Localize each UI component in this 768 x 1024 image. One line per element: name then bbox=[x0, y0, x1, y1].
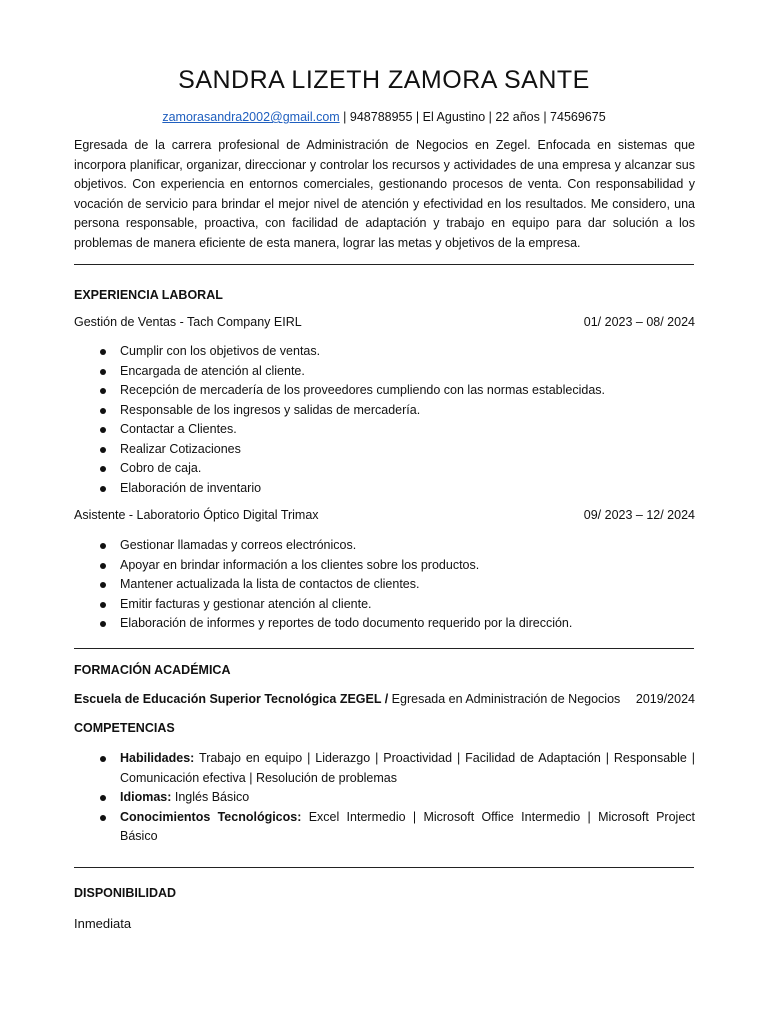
availability-value: Inmediata bbox=[74, 916, 132, 931]
email-link[interactable]: zamorasandra2002@gmail.com bbox=[162, 110, 340, 124]
job-title: Gestión de Ventas - Tach Company EIRL bbox=[74, 315, 302, 329]
bullet-icon bbox=[100, 388, 106, 394]
list-item: Cumplir con los objetivos de ventas. bbox=[74, 342, 695, 362]
contact-line bbox=[0, 110, 768, 124]
divider bbox=[74, 867, 694, 868]
bullet-icon bbox=[100, 795, 106, 801]
institution-name: Escuela de Educación Superior Tecnológica ZEGEL / bbox=[74, 692, 389, 706]
list-item: Gestionar llamadas y correos electrónicos. bbox=[74, 536, 695, 556]
degree: Egresada en Administración de Negocios bbox=[388, 692, 621, 706]
bullet-icon bbox=[100, 621, 106, 627]
bullet-icon bbox=[100, 427, 106, 433]
list-item: Apoyar en brindar información a los clientes sobre los productos. bbox=[74, 556, 695, 576]
bullet-icon bbox=[100, 447, 106, 453]
list-item: Recepción de mercadería de los proveedores cumpliendo con las normas establecidas. bbox=[74, 381, 695, 401]
list-item: Responsable de los ingresos y salidas de mercadería. bbox=[74, 401, 695, 421]
bullet-icon bbox=[100, 466, 106, 472]
education-years: 2019/2024 bbox=[635, 692, 695, 706]
job-header bbox=[74, 315, 695, 329]
bullet-icon bbox=[100, 408, 106, 414]
bullet-icon bbox=[100, 369, 106, 375]
divider bbox=[74, 264, 694, 265]
experience-heading: EXPERIENCIA LABORAL bbox=[74, 288, 223, 302]
education-heading: FORMACIÓN ACADÉMICA bbox=[74, 663, 231, 677]
list-item: Elaboración de informes y reportes de todo documento requerido por la dirección. bbox=[74, 614, 695, 634]
list-item: Contactar a Clientes. bbox=[74, 420, 695, 440]
bullet-icon bbox=[100, 543, 106, 549]
list-item: Conocimientos Tecnológicos: Excel Intermedio | Microsoft Office Intermedio | Microsoft Project Básico bbox=[74, 808, 695, 847]
skills-list bbox=[74, 749, 695, 847]
job-dates: 01/ 2023 – 08/ 2024 bbox=[583, 315, 695, 329]
skills-heading: COMPETENCIAS bbox=[74, 721, 175, 735]
job-header bbox=[74, 508, 695, 522]
contact-details: | 948788955 | El Agustino | 22 años | 74569675 bbox=[339, 110, 606, 124]
job-dates: 09/ 2023 – 12/ 2024 bbox=[583, 508, 695, 522]
list-item: Encargada de atención al cliente. bbox=[74, 362, 695, 382]
divider bbox=[74, 648, 694, 649]
list-item: Realizar Cotizaciones bbox=[74, 440, 695, 460]
bullet-icon bbox=[100, 756, 106, 762]
bullet-icon bbox=[100, 602, 106, 608]
list-item: Emitir facturas y gestionar atención al cliente. bbox=[74, 595, 695, 615]
bullet-icon bbox=[100, 582, 106, 588]
list-item: Habilidades: Trabajo en equipo | Liderazgo | Proactividad | Facilidad de Adaptación | Responsable | Comunicación efectiva | Resolución de problemas bbox=[74, 749, 695, 788]
list-item: Cobro de caja. bbox=[74, 459, 695, 479]
job-duties-list bbox=[74, 342, 695, 498]
list-item: Mantener actualizada la lista de contactos de clientes. bbox=[74, 575, 695, 595]
candidate-name: SANDRA LIZETH ZAMORA SANTE bbox=[178, 66, 590, 94]
list-item: Idiomas: Inglés Básico bbox=[74, 788, 695, 808]
job-title: Asistente - Laboratorio Óptico Digital Trimax bbox=[74, 508, 319, 522]
bullet-icon bbox=[100, 349, 106, 355]
list-item: Elaboración de inventario bbox=[74, 479, 695, 499]
bullet-icon bbox=[100, 815, 106, 821]
bullet-icon bbox=[100, 563, 106, 569]
bullet-icon bbox=[100, 486, 106, 492]
availability-heading: DISPONIBILIDAD bbox=[74, 886, 177, 900]
profile-summary: Egresada de la carrera profesional de Administración de Negocios en Zegel. Enfocada en sistemas que incorpora planificar, organizar, direccionar y controlar los recursos y actividades de una empresa y alcanzar sus objetivos. Con experiencia en entornos comerciales, gestionando procesos de venta. Con responsabilidad y vocación de servicio para brindar el mejor nivel de atención y efectividad en los resultados. Me considero, una persona responsable, proactiva, con facilidad de adaptación y trabajo en equipo para dar solución a los problemas de manera eficiente de esta manera, lograr las metas y objetivos de la empresa. bbox=[74, 138, 695, 250]
job-duties-list bbox=[74, 536, 695, 634]
education-entry bbox=[74, 692, 695, 706]
